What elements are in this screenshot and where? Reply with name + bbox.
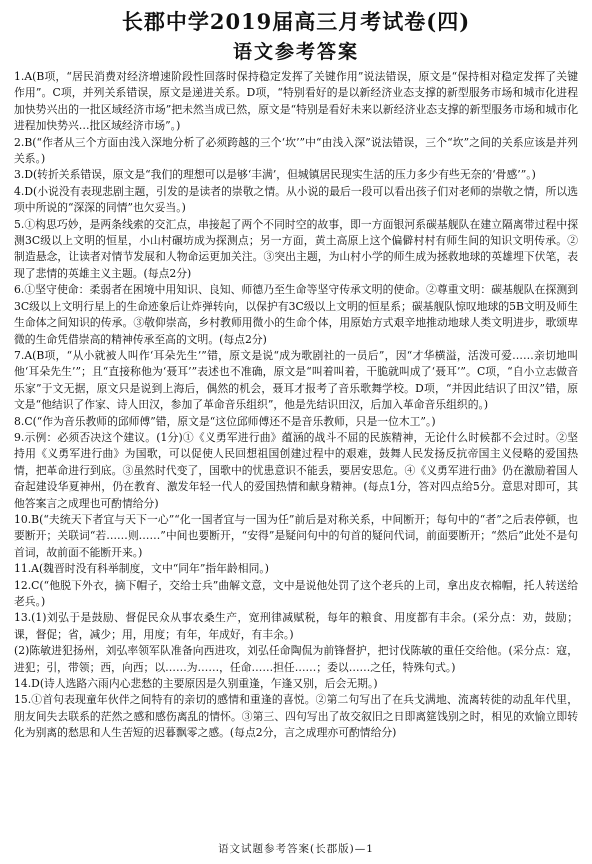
- answer-number: 5.: [14, 217, 25, 231]
- answer-text: 示例：必须否决这个建议。(1分)①《义勇军进行曲》蕴涵的战斗不屈的民族精神，无论什么时候都不会过时。②坚持用《义勇军进行曲》为国歌，可以促使人民回想祖国创建过程中的艰难，鼓舞人民发扬反抗帝国主义侵略的爱国热情，把革命进行到底。③虽然时代变了，国歌中的忧患意识不能丢，要居安思危。④《义勇军进行曲》仍在激励着国人奋起建设华夏神州，仍在教育、激发年轻一代人的爱国热情和献身精神。(每点1分，答对四点给5分。意思对即可，其他答案言之成理也可酌情给分): [14, 430, 578, 510]
- answer-item: [14, 578, 578, 611]
- answer-text: C(“作为音乐教师的邱师傅”错，原文是“这位邱师傅还不是音乐教师，只是一位木工”。): [24, 414, 436, 428]
- answer-number: 7.: [14, 348, 25, 362]
- answer-item: [14, 430, 578, 512]
- answer-text: D(小说没有表现悲剧主题，引发的是读者的崇敬之情。从小说的最后一段可以看出孩子们对老师的崇敬之情，所以选项中所说的“深深的同情”也欠妥当。): [14, 184, 578, 215]
- answer-number: 12.: [14, 578, 32, 592]
- answer-text: A(B项，“从小就被人叫作‘耳朵先生’”错，原文是说“成为歌剧社的一员后”，因“才华横溢，活泼可爱……亲切地叫他‘耳朵先生’”；且“直接称他为‘聂耳’”表述也不准确，原文是“叫着叫着，干脆就叫成了‘聂耳’”。C项，“自小立志做音乐家”于文无据，原文只是说到上海后，偶然的机会，聂耳才报考了音乐歌舞学校。D项，“并因此结识了田汉”错，原文是“他结识了作家、诗人田汉，参加了革命音乐组织”，他是先结识田汉，后加入革命音乐组织的。): [14, 348, 578, 412]
- answer-number: 14.: [14, 677, 32, 691]
- answer-text: B(“作者从三个方面由浅入深地分析了必须跨越的三个‘坎’”中“由浅入深”说法错误，三个“坎”之间的关系应该是并列关系。): [14, 135, 578, 166]
- answer-item: [14, 561, 578, 577]
- answer-text: ①构思巧妙，是两条线索的交汇点，串接起了两个不同时空的故事，即一方面银河系碳基舰队在建立隔离带过程中探测3C级以上文明的恒星，小山村碾坊成为探测点；另一方面，黄土高原上这个偏僻村村有师生间的知识文明传承。②制造悬念，让读者对情节发展和人物命运更加关注。③突出主题，为山村小学的师生成为拯救地球的英雄埋下伏笔，表现了悲情的英雄主义主题。(每点2分): [14, 217, 578, 280]
- answer-number: 6.: [14, 283, 25, 297]
- answer-list: [14, 69, 578, 742]
- answer-text: D(诗人选路六雨内心悲愁的主要原因是久别重逢，乍逢又别，后会无期。): [31, 677, 378, 691]
- answer-text: A(B项，“居民消费对经济增速阶段性回落时保持稳定发挥了关键作用”说法错误，原文是“保持相对稳定发挥了关键作用”。C项，并列关系错误，原文是递进关系。D项，“特别看好的是以新经济业态支撑的新型服务市场和城市化进程加快势兴出的一批区域经济市场”把未然当成已然，原文是“特别是看好未来以新经济业态支撑的新型服务市场和城市化进程加快势兴…批区域经济市场”。): [14, 70, 578, 133]
- answer-text: ①坚守使命：柔弱者在困境中用知识、良知、师德乃至生命等坚守传承文明的使命。②尊重文明：碳基舰队在探测到3C级以上文明行星上的生命迹象后让炸弹转向，以保护有3C级以上文明的恒星系；碳基舰队惊叹地球的5B文明及师生生命体之间知识的传承。③敬仰崇高，乡村教师用微小的生命个体，用原始方式艰辛地推动地球人类文明进步，歌颂卑微的生命凭借崇高的精神传承至高的文明。(每点2分): [14, 283, 578, 346]
- answer-item: [14, 692, 578, 741]
- answer-item: [14, 512, 578, 561]
- page-footer: 语文试题参考答案(长郡版)—1: [218, 843, 374, 855]
- answer-item: [14, 217, 578, 283]
- answer-text: B(“夫统天下者宜与天下一心”“化一国者宜与一国为任”前后是对称关系，中间断开；每句中的“者”之后表停顿，也要断开；关联词“若……则……”中间也要断开，“安得”是疑问句中的句首的疑问代词，前面要断开；“然后”此处不是句首词，故前面不能断开来。): [14, 512, 578, 559]
- answer-item: [14, 135, 578, 168]
- answer-text: ①首句表现童年伙伴之间特有的亲切的感情和重逢的喜悦。②第二句写出了在兵戈满地、流离转徙的动乱年代里，朋友间失去联系的茫然之感和感伤离乱的情怀。③第三、四句写出了故交叙旧之日即离筵饯别之时，相见的欢愉立即转化为别离的愁思和人生苦短的迟暮飘零之感。(每点2分，言之成理亦可酌情给分): [14, 693, 578, 740]
- answer-text: A(魏晋时没有科举制度，文中“同年”指年龄相同。): [31, 562, 269, 576]
- answer-number: 8.: [14, 414, 25, 428]
- answer-item: [14, 676, 578, 692]
- answer-item: [14, 282, 578, 348]
- answer-text: (1)刘弘于是鼓励、督促民众从事农桑生产，宽刑律减赋税，每年的粮食、用度都有丰余。(采分点：劝，鼓励；课，督促；省，减少；用，用度；有年，年成好，有丰余。) (2)陈敏进犯扬州，刘弘率领军队准备向西进攻，刘弘任命陶侃为前锋督护，把讨伐陈敏的重任交给他。(采分点：寇，进犯；引，带领；西，向西；以……为……，任命……担任……；委以……之任，特殊句式。): [14, 611, 578, 674]
- page-title: 长郡中学2019届高三月考试卷(四): [121, 9, 471, 34]
- answer-number: 15.: [14, 693, 32, 707]
- answer-text: C(“他脱下外衣，摘下帽子，交给士兵”曲解文意，文中是说他处罚了这个老兵的上司，拿出皮衣棉帽，托人转送给老兵。): [14, 578, 578, 608]
- answer-number: 4.: [14, 184, 25, 198]
- answer-item: [14, 184, 578, 217]
- answer-number: 10.: [14, 512, 32, 526]
- answer-item: [14, 348, 578, 414]
- answer-item: [14, 69, 578, 135]
- answer-item: [14, 414, 578, 430]
- answer-number: 1.: [14, 70, 25, 83]
- answer-number: 9.: [14, 430, 25, 444]
- answer-number: 13.: [14, 611, 32, 625]
- answer-number: 2.: [14, 135, 25, 149]
- page-subtitle: 语文参考答案: [232, 41, 359, 63]
- answer-item: [14, 610, 578, 676]
- answer-number: 3.: [14, 168, 25, 182]
- answer-text: D(转折关系错误，原文是“我们的理想可以是够‘丰满’，但城镇居民现实生活的压力多少有些无奈的‘骨感’”。): [24, 168, 536, 182]
- answer-item: [14, 167, 578, 183]
- answer-number: 11.: [14, 562, 32, 576]
